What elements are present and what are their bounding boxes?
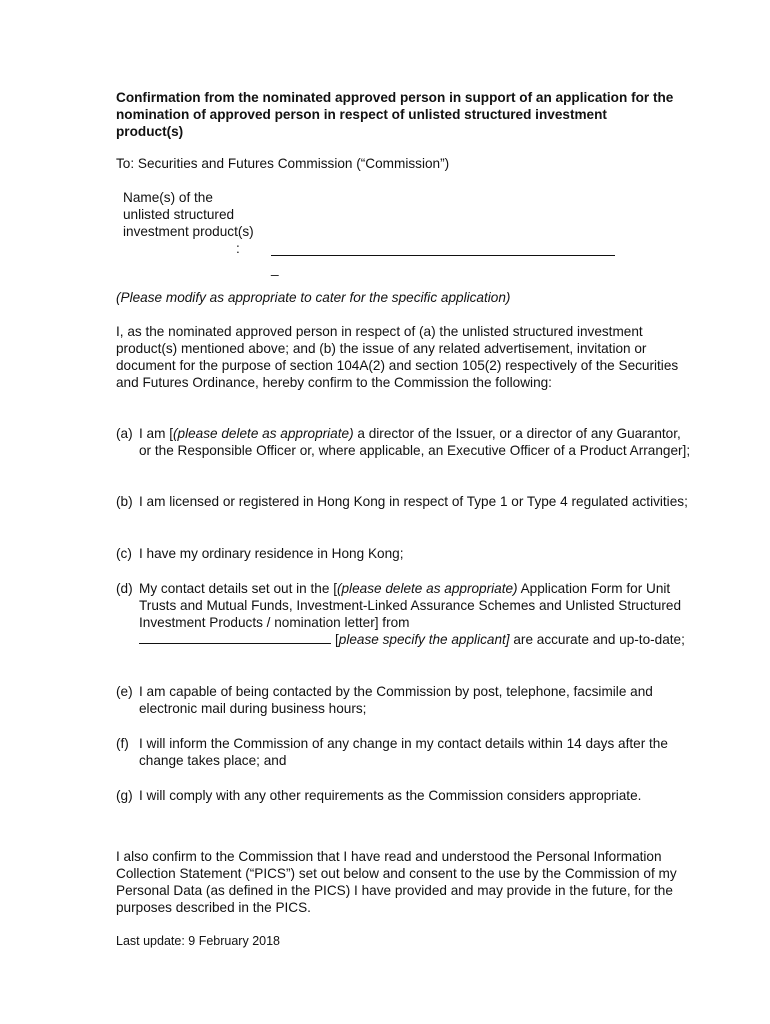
document-title: Confirmation from the nominated approved person in support of an application for the nomination of approved person in respect of unlisted structured investment product(s)	[116, 90, 674, 139]
item-g-text: I will comply with any other requirements as the Commission considers appropriate.	[139, 788, 642, 803]
item-d-text-start: My contact details set out in the [	[139, 581, 337, 596]
item-marker: (g)	[116, 788, 133, 803]
item-a-text-start: I am [	[139, 426, 173, 441]
item-d-italic-applicant: please specify the applicant]	[338, 632, 510, 647]
item-a-text-end: a director of the Issuer, or a director of any Guarantor, or the Responsible Officer or, where applicable, an Executive Officer of a Product Arranger];	[139, 426, 691, 458]
item-marker: (e)	[116, 684, 133, 699]
item-d-text-end: are accurate and up-to-date;	[509, 632, 685, 647]
item-d-italic-note: (please delete as appropriate)	[336, 581, 518, 596]
item-a-italic-note: (please delete as appropriate)	[173, 426, 354, 441]
item-b-text: I am licensed or registered in Hong Kong in respect of Type 1 or Type 4 regulated activities;	[139, 494, 688, 509]
confirmation-item-a	[116, 425, 696, 459]
intro-paragraph: I, as the nominated approved person in respect of (a) the unlisted structured investment product(s) mentioned above; and (b) the issue of any related advertisement, invitation or document for the purpose of section 104A(2) and section 105(2) respectively of the Securities and Futures Ordinance, hereby confirm to the Commission the following:	[116, 324, 679, 390]
confirmation-item-g	[116, 787, 696, 804]
product-name-blank[interactable]	[271, 255, 615, 256]
item-marker: (d)	[116, 581, 133, 596]
item-c-text: I have my ordinary residence in Hong Kong;	[139, 546, 404, 561]
confirmation-item-e	[116, 683, 696, 717]
item-marker: (a)	[116, 426, 133, 441]
modify-note: (Please modify as appropriate to cater for the specific application)	[116, 290, 511, 305]
item-d-text-mid: Application Form for Unit Trusts and Mutual Funds, Investment-Linked Assurance Schemes and Unlisted Structured Investment Products / nomination letter] from	[139, 581, 682, 630]
item-marker: (c)	[116, 546, 132, 561]
item-d-bracket: [	[335, 632, 339, 647]
confirmation-item-f	[116, 735, 696, 769]
item-marker: (f)	[116, 736, 129, 751]
product-name-label: Name(s) of the unlisted structured investment product(s)	[123, 190, 254, 239]
last-update-footer: Last update: 9 February 2018	[116, 934, 281, 948]
confirmation-item-c	[116, 545, 696, 562]
applicant-blank[interactable]	[139, 643, 331, 644]
product-name-colon: :	[236, 241, 240, 256]
addressee-line: To: Securities and Futures Commission (“Commission”)	[116, 156, 450, 171]
confirmation-item-b	[116, 493, 696, 510]
closing-paragraph: I also confirm to the Commission that I have read and understood the Personal Information Collection Statement (“PICS”) set out below and consent to the use by the Commission of my Personal Data (as defined in the PICS) I have provided and may provide in the future, for the purposes described in the PICS.	[116, 849, 677, 915]
item-f-text: I will inform the Commission of any change in my contact details within 14 days after the change takes place; and	[139, 736, 668, 768]
confirmation-item-d	[116, 580, 696, 648]
product-name-blank-tail: _	[271, 261, 279, 276]
item-marker: (b)	[116, 494, 133, 509]
item-e-text: I am capable of being contacted by the Commission by post, telephone, facsimile and electronic mail during business hours;	[139, 684, 653, 716]
